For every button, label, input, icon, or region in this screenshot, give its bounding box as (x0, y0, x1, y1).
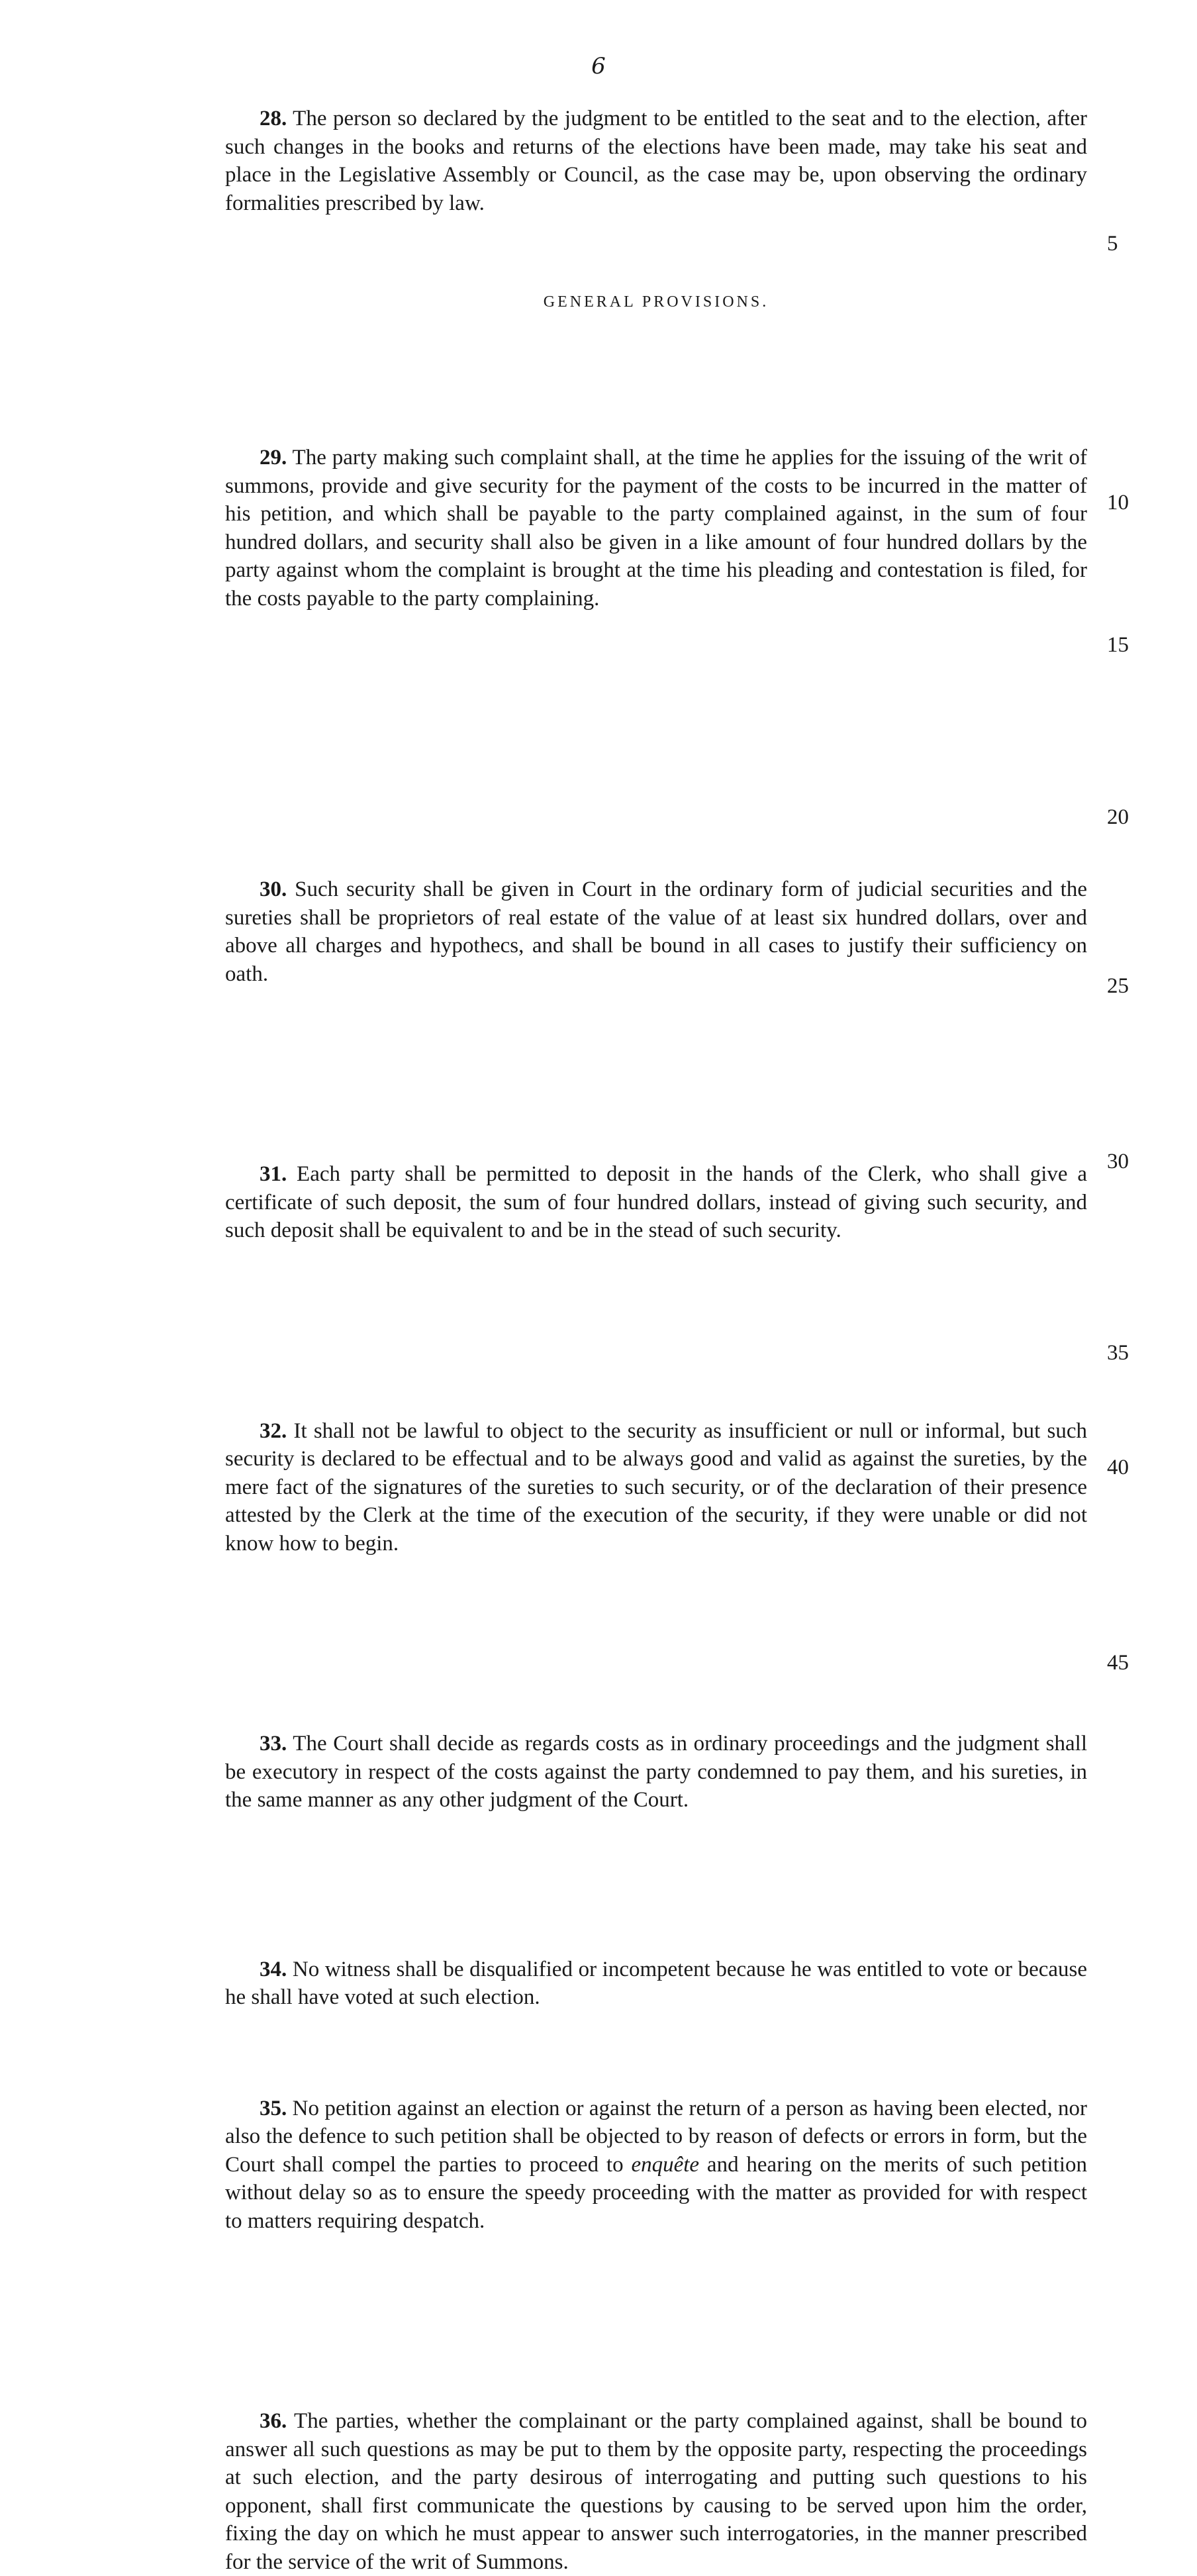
section-text: It shall not be lawful to object to the security as insufficient or null or informal, but such security is declared to be effectual and to be always good and valid as against the sureties, by the mere fact of the signatures of the sureties to such security, or of the declaration of their presence attested by the Clerk at the time of the execution of the security, if they were unable or did not know how to begin. (225, 1418, 1087, 1556)
section-33 (225, 1730, 1087, 1814)
section-text: The person so declared by the judgment to be entitled to the seat and to the election, after such changes in the books and returns of the elections have been made, may take his seat and place in the Legislative Assembly or Council, as the case may be, upon observing the ordinary formalities prescribed by law. (225, 107, 1087, 215)
section-text: and hearing on the merits of such petition without delay so as to ensure the speedy proceeding with the matter as provided for with respect to matters requiring despatch. (225, 2152, 1088, 2233)
section-text: Each party shall be permitted to deposit in the hands of the Clerk, who shall give a certificate of such deposit, the sum of four hundred dollars, instead of giving such security, and such deposit shall be equivalent to and be in the stead of such security. (225, 1162, 1087, 1242)
page-number: 6 (591, 53, 606, 79)
line-number-margin: 5 (1107, 232, 1118, 256)
section-35 (225, 2095, 1087, 2236)
section-number: 32. (260, 1418, 287, 1443)
line-number-margin: 35 (1107, 1341, 1129, 1365)
line-number-margin: 10 (1107, 491, 1129, 515)
section-34 (225, 1956, 1087, 2012)
section-number: 36. (260, 2409, 287, 2433)
section-31 (225, 1160, 1087, 1245)
section-number: 28. (260, 107, 287, 130)
section-text: No witness shall be disqualified or incompetent because he was entitled to vote or because he shall have voted at such election. (225, 1957, 1087, 2009)
section-number: 35. (260, 2096, 287, 2120)
section-text: No petition against an election or against the return of a person as having been elected, nor also the defence to such petition shall be objected to by reason of defects or errors in form, but the Court shall compel the parties to proceed to (225, 2096, 1088, 2177)
section-28 (225, 105, 1087, 217)
section-text-italic: enquête (631, 2152, 700, 2177)
section-text: The party making such complaint shall, at the time he applies for the issuing of the writ of summons, provide and give security for the payment of the costs to be incurred in the matter of his petition, and which shall be payable to the party complained against, in the sum of four hundred dollars, and security shall also be given in a like amount of four hundred dollars by the party against whom the complaint is brought at the time his pleading and contestation is filed, for the costs payable to the party complaining. (225, 446, 1087, 611)
section-36 (225, 2407, 1087, 2576)
section-text: The Court shall decide as regards costs as in ordinary proceedings and the judgment shall be executory in respect of the costs against the party condemned to pay them, and his sureties, in the same manner as any other judgment of the Court. (225, 1732, 1087, 1812)
section-text: Such security shall be given in Court in the ordinary form of judicial securities and the sureties shall be proprietors of real estate of the value of at least six hundred dollars, over and above all charges and hypothecs, and shall be bound in all cases to justify their sufficiency on oath. (225, 877, 1087, 986)
section-32 (225, 1417, 1087, 1558)
section-30 (225, 875, 1087, 988)
section-number: 29. (260, 446, 287, 470)
section-text: The parties, whether the complainant or the party complained against, shall be bound to answer all such questions as may be put to them by the opposite party, respecting the proceedings at such election, and the party desirous of interrogating and putting such questions to his opponent, shall first communicate the questions by causing to be served upon him the order, fixing the day on which he must appear to answer such interrogatories, in the manner prescribed for the service of the writ of Summons. (225, 2409, 1087, 2574)
line-number-margin: 20 (1107, 805, 1129, 829)
line-number-margin: 40 (1107, 1456, 1129, 1479)
section-number: 34. (260, 1957, 287, 1981)
line-number-margin: 45 (1107, 1651, 1129, 1675)
line-number-margin: 30 (1107, 1150, 1129, 1173)
section-number: 31. (260, 1162, 287, 1186)
section-heading: GENERAL PROVISIONS. (543, 293, 769, 311)
section-number: 30. (260, 877, 287, 901)
section-number: 33. (260, 1732, 287, 1756)
line-number-margin: 25 (1107, 974, 1129, 998)
section-29 (225, 444, 1087, 613)
line-number-margin: 15 (1107, 633, 1129, 657)
